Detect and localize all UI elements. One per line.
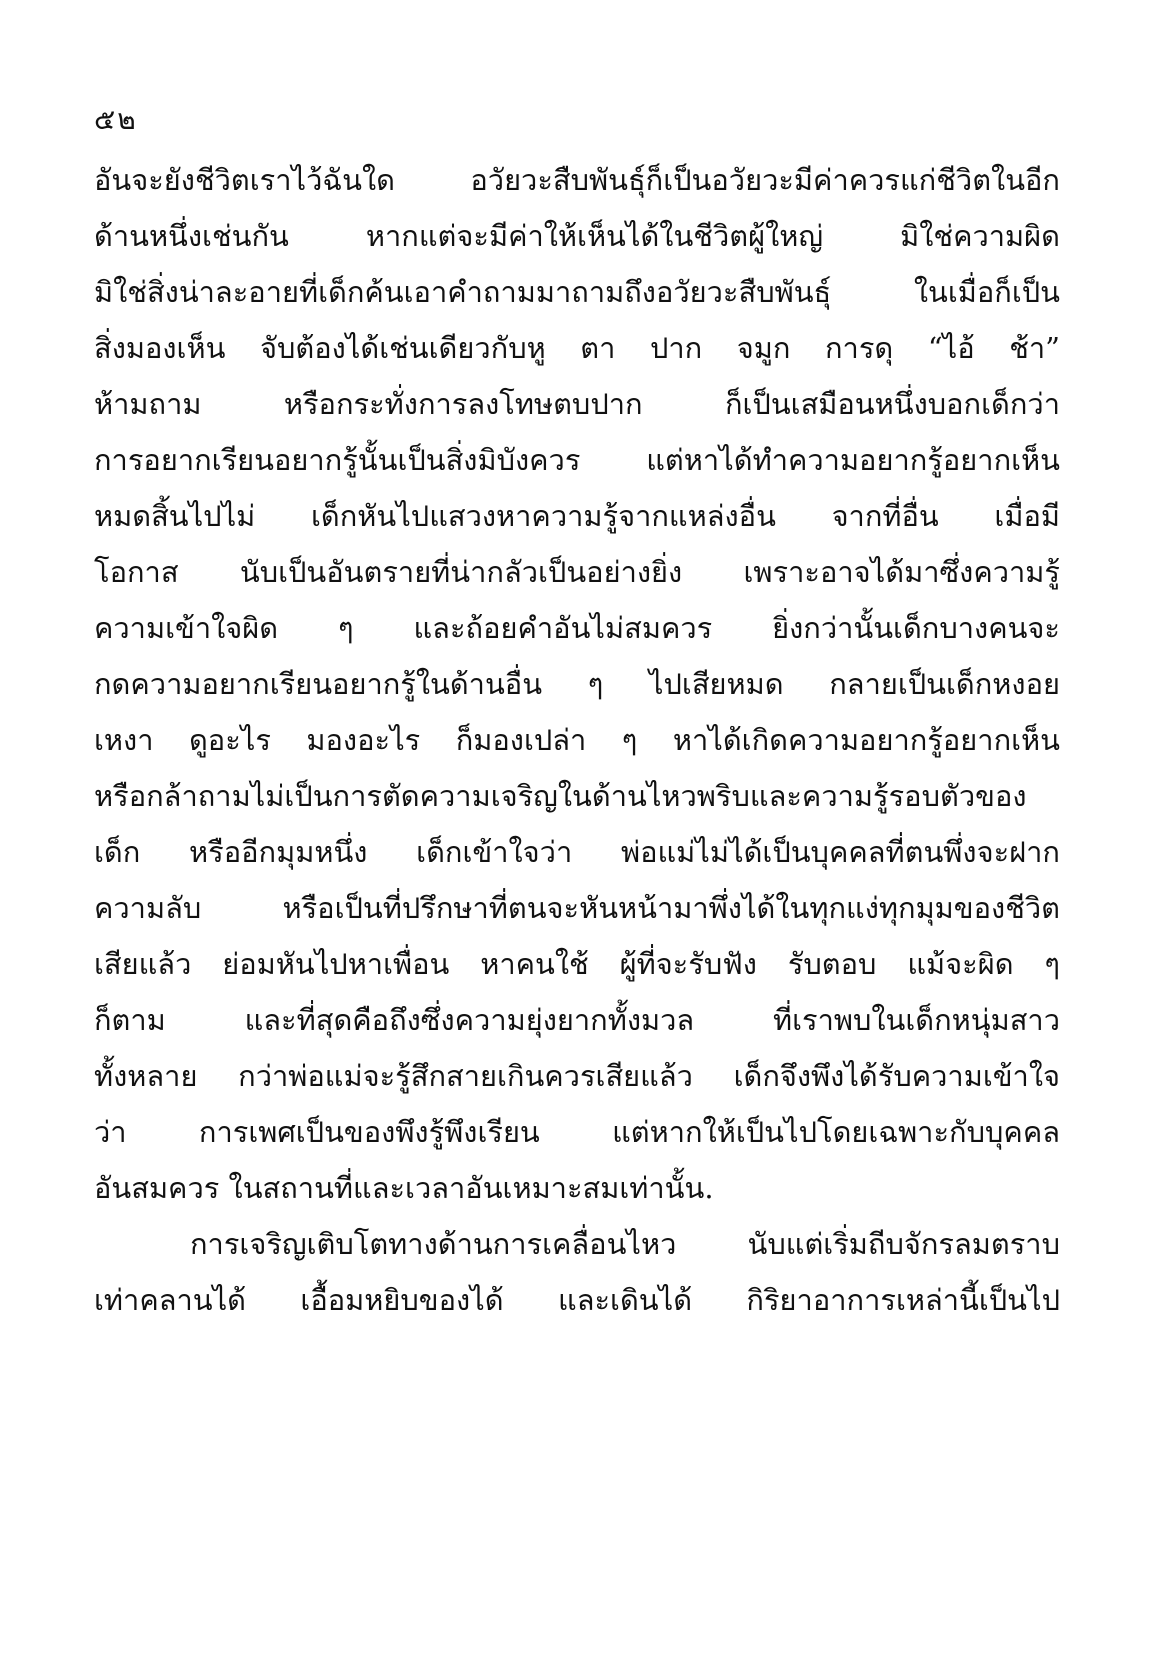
text-line: ความลับ หรือเป็นที่ปรึกษาที่ตนจะหันหน้ามาพึ่งได้ในทุกแง่ทุกมุมของชีวิต bbox=[94, 891, 1060, 925]
page-number: ๕๒ bbox=[94, 103, 138, 136]
text-line-paragraph-start: การเจริญเติบโตทางด้านการเคลื่อนไหว นับแต่เริ่มถีบจักรลมตราบ bbox=[190, 1227, 1060, 1261]
text-line: ทั้งหลาย กว่าพ่อแม่จะรู้สึกสายเกินควรเสียแล้ว เด็กจึงพึงได้รับความเข้าใจ bbox=[94, 1059, 1060, 1093]
text-line: ว่า การเพศเป็นของพึงรู้พึงเรียน แต่หากให้เป็นไปโดยเฉพาะกับบุคคล bbox=[94, 1115, 1060, 1149]
text-line: กดความอยากเรียนอยากรู้ในด้านอื่น ๆ ไปเสียหมด กลายเป็นเด็กหงอย bbox=[94, 667, 1060, 701]
text-line: หรือกล้าถามไม่เป็นการตัดความเจริญในด้านไหวพริบและความรู้รอบตัวของ bbox=[94, 779, 1027, 813]
body-text bbox=[94, 152, 1060, 1328]
text-line: เด็ก หรืออีกมุมหนึ่ง เด็กเข้าใจว่า พ่อแม่ไม่ได้เป็นบุคคลที่ตนพึ่งจะฝาก bbox=[94, 835, 1060, 869]
text-line: โอกาส นับเป็นอันตรายที่น่ากลัวเป็นอย่างยิ่ง เพราะอาจได้มาซึ่งความรู้ bbox=[94, 555, 1060, 589]
text-line: ความเข้าใจผิด ๆ และถ้อยคำอันไม่สมควร ยิ่งกว่านั้นเด็กบางคนจะ bbox=[94, 611, 1060, 645]
text-line: สิ่งมองเห็น จับต้องได้เช่นเดียวกับหู ตา ปาก จมูก การดุ “ไอ้ ช้า” bbox=[94, 331, 1060, 365]
text-line: เสียแล้ว ย่อมหันไปหาเพื่อน หาคนใช้ ผู้ที่จะรับฟัง รับตอบ แม้จะผิด ๆ bbox=[94, 947, 1060, 981]
text-line: หมดสิ้นไปไม่ เด็กหันไปแสวงหาความรู้จากแหล่งอื่น จากที่อื่น เมื่อมี bbox=[94, 499, 1060, 533]
text-line: ห้ามถาม หรือกระทั่งการลงโทษตบปาก ก็เป็นเสมือนหนึ่งบอกเด็กว่า bbox=[94, 387, 1060, 421]
text-line: เท่าคลานได้ เอื้อมหยิบของได้ และเดินได้ กิริยาอาการเหล่านี้เป็นไป bbox=[94, 1283, 1060, 1317]
text-line-paragraph-end: อันสมควร ในสถานที่และเวลาอันเหมาะสมเท่านั้น. bbox=[94, 1171, 714, 1205]
text-line: ก็ตาม และที่สุดคือถึงซึ่งความยุ่งยากทั้งมวล ที่เราพบในเด็กหนุ่มสาว bbox=[94, 1003, 1060, 1037]
text-line: อันจะยังชีวิตเราไว้ฉันใด อวัยวะสืบพันธุ์ก็เป็นอวัยวะมีค่าควรแก่ชีวิตในอีก bbox=[94, 163, 1060, 197]
text-line: การอยากเรียนอยากรู้นั้นเป็นสิ่งมิบังควร แต่หาได้ทำความอยากรู้อยากเห็น bbox=[94, 443, 1060, 477]
text-line: มิใช่สิ่งน่าละอายที่เด็กค้นเอาคำถามมาถามถึงอวัยวะสืบพันธุ์ ในเมื่อก็เป็น bbox=[94, 275, 1060, 309]
text-line: เหงา ดูอะไร มองอะไร ก็มองเปล่า ๆ หาได้เกิดความอยากรู้อยากเห็น bbox=[94, 723, 1060, 757]
text-line: ด้านหนึ่งเช่นกัน หากแต่จะมีค่าให้เห็นได้ในชีวิตผู้ใหญ่ มิใช่ความผิด bbox=[94, 219, 1060, 253]
